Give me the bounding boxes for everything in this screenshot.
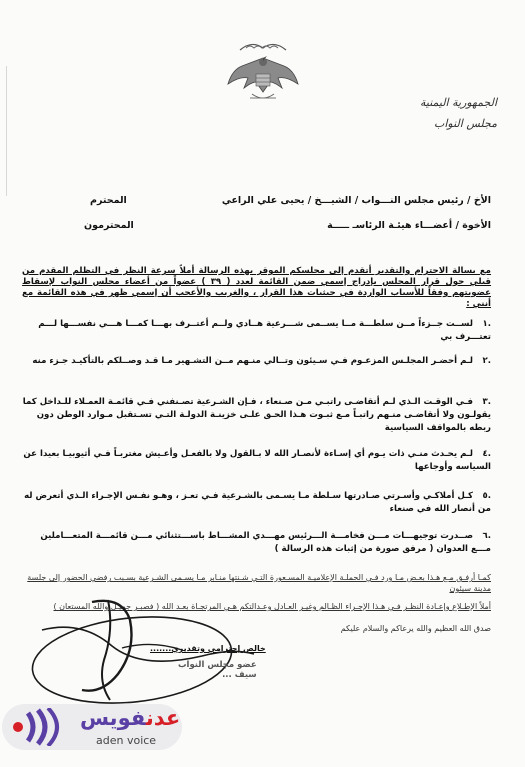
header-republic: الجمهورية اليمنية — [419, 96, 497, 109]
list-item-number: .٣ — [482, 397, 491, 407]
list-item-text: لـم أحضـر المجلـس المزعـوم فـي سـيئون وتــالي منـهم مــن التشـهير مـا قـد وصــلكم بالتأكيـد جـزء منه — [32, 356, 473, 366]
list-item-text: صــدرت توجيهـــات مـــن فخامـــة الـــرئيس مهـــدي المشـــاط باســـتثنائي مـــن قائمـــة المتعـــاملين مـــع العدوان ( مرفق صورة من إثبات هذه الرسالة ) — [40, 531, 491, 554]
signature-title-text: عضو مجلس النواب — [178, 660, 257, 670]
list-item-number: .٥ — [482, 491, 491, 501]
signature-name: سيف ... — [222, 670, 257, 680]
logo-arabic-voice: فويس — [80, 706, 146, 730]
page-edge-shadow — [0, 66, 7, 196]
note-attachment: كمـا أرفـق مـع هـذا بعـض مـا ورد فـي الحملـة الإعلاميـة المسـعورة التـي شـنتها منـابر مـا يسـمى الشـرعية بسـبب رفضي الحضور إلى جلسة مدينة سيئون — [27, 573, 491, 593]
address-line-1: الأخ / رئيس مجلس النـــواب / الشيـــخ / يحيى علي الراعي — [221, 195, 491, 206]
letter-intro: مع بسالة الاحترام والتقدير أتقدم إلى مجلسكم الموقر بهذه الرسالة أملاً سرعة النظر في التظلم المقدم من قبلي حول قرار المجلس بإدراج إسمي ضمن القائمة لعدد ( ٣٩ ) عضواً من أعضاء مجلس النواب لإسقاط عضويتهم وفقاً للأسباب الواردة في حيثيات هذا القرار ، والغريب والأعجب أن إسمي ظهر في هذه القائمة مع أنني : — [22, 266, 491, 309]
logo-arabic-text — [80, 706, 180, 730]
list-item-number: .٢ — [482, 356, 491, 366]
list-item-3 — [22, 396, 491, 435]
handwritten-signature-icon — [22, 590, 272, 710]
address-line-2-title: المحترمون — [84, 220, 134, 231]
list-item-number: .٦ — [482, 531, 491, 541]
list-item-number: .٤ — [482, 449, 491, 459]
signature-title — [178, 660, 257, 680]
note-request: أملاً الإطـلاع وإعـادة النظـر فـي هـذا الإجـراء الظـالم وغيـر العـادل وعـدالتكم هـي المرتجـاة بعـد الله ( فصبـر جميـل والله المستعان ) — [53, 602, 491, 611]
list-item-5 — [22, 490, 491, 516]
closing-line: خالص إحترامي وتقديري....... — [150, 644, 266, 653]
list-item-text: لســت جــزءاً مــن سلطـــة مــا يســمى شـــرعية هــادي ولــم أعتــرف بهـــا كمـــا هـــي نفســـها لـــم تعتـــرف بي — [38, 319, 491, 342]
list-item-text: كـل أملاكـي وأسـرتي صـادرتها سـلطة مـا يسـمى بالشـرعية فـي تعـز ، وهـو نفـس الإجـراء الـذي أتعرض له من أنصار الله في صنعاء — [24, 491, 491, 514]
aden-voice-logo — [0, 704, 185, 750]
logo-english-text: aden voice — [96, 734, 157, 747]
list-item-number: .١ — [482, 319, 491, 329]
list-item-text: فـي الوقـت الـذي لـم أتقاضـى راتبـي مـن صـنعاء ، فـإن الشـرعية تصـنفني فـي قائمـة العمـلاء للـداخل كما يقولـون ولا أتقاضـى منـهم راتبـاً مـع ثبـوت هـذا الحـق علـى خزينـة الدولـة التـي تسـتقبل مـوارد الوطن دون ربطه بالمواقف السياسية — [22, 397, 491, 433]
address-line-1-title: المحترم — [90, 195, 127, 206]
list-item-6 — [22, 530, 491, 556]
list-item-1 — [22, 318, 491, 344]
address-line-2: الأخوة / أعضـــاء هيئـة الرئاسـ ـــــة — [327, 220, 491, 231]
logo-broadcast-icon — [4, 708, 74, 746]
yemen-eagle-emblem-icon — [222, 36, 304, 118]
list-item-4 — [22, 448, 491, 474]
logo-arabic-aden: عدن — [145, 706, 181, 730]
note-salutation: صدق الله العظيم والله يرعاكم والسلام عليكم — [340, 624, 491, 633]
list-item-text: لـم يحـدث منـي ذات يـوم أي إسـاءة لأنصـار الله لا بـالقول ولا بالفعـل وأعـيش مغتربـاً فـي أثيوبيـا بعيدا عن السياسه وأوجاعها — [23, 449, 491, 472]
header-parliament: مجلس النواب — [434, 117, 497, 130]
list-item-2 — [22, 355, 491, 368]
